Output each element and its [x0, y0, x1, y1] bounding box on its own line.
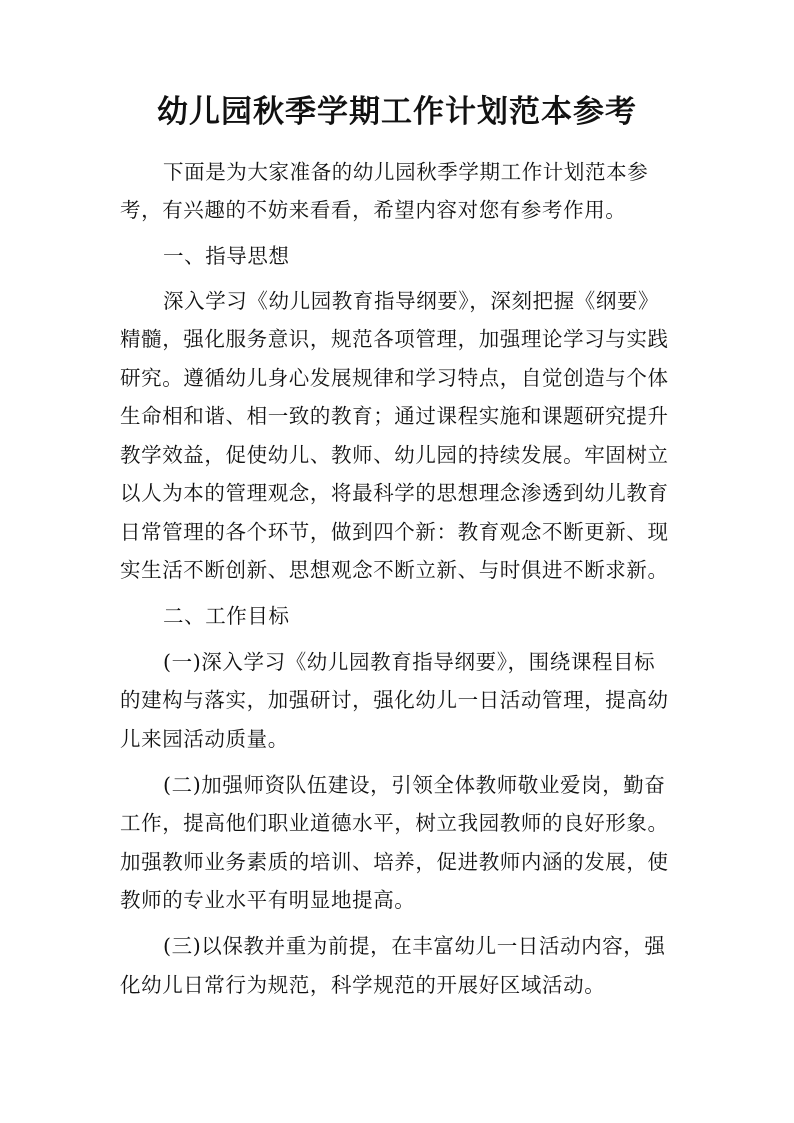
text-line: (二)加强师资队伍建设，引领全体教师敬业爱岗，勤奋 — [163, 773, 666, 797]
text-line: 考，有兴趣的不妨来看看，希望内容对您有参考作用。 — [120, 198, 627, 222]
text-line: 研究。遵循幼儿身心发展规律和学习特点，自觉创造与个体 — [120, 366, 669, 390]
text-line: 的建构与落实，加强研讨，强化幼儿一日活动管理，提高幼 — [120, 688, 669, 712]
text-line: 加强教师业务素质的培训、培养，促进教师内涵的发展，使 — [120, 850, 669, 874]
text-line: 化幼儿日常行为规范，科学规范的开展好区域活动。 — [120, 973, 606, 997]
text-line: 以人为本的管理观念，将最科学的思想理念渗透到幼儿教育 — [120, 481, 669, 505]
text-line: 精髓，强化服务意识，规范各项管理，加强理论学习与实践 — [120, 327, 669, 351]
text-line: 教师的专业水平有明显地提高。 — [120, 888, 416, 912]
section-heading: 二、工作目标 — [163, 604, 290, 628]
section-heading: 一、指导思想 — [163, 244, 290, 268]
text-line: (一)深入学习《幼儿园教育指导纲要》，围绕课程目标 — [163, 650, 656, 674]
text-line: (三)以保教并重为前提，在丰富幼儿一日活动内容，强 — [163, 934, 666, 958]
text-line: 实生活不断创新、思想观念不断立新、与时俱进不断求新。 — [120, 558, 669, 582]
document-title: 幼儿园秋季学期工作计划范本参考 — [157, 94, 637, 130]
text-line: 工作，提高他们职业道德水平，树立我园教师的良好形象。 — [120, 811, 669, 835]
text-line: 儿来园活动质量。 — [120, 727, 289, 751]
text-line: 教学效益，促使幼儿、教师、幼儿园的持续发展。牢固树立 — [120, 443, 669, 467]
text-line: 深入学习《幼儿园教育指导纲要》，深刻把握《纲要》 — [163, 289, 660, 313]
text-line: 生命相和谐、相一致的教育；通过课程实施和课题研究提升 — [120, 404, 669, 428]
text-line: 日常管理的各个环节，做到四个新：教育观念不断更新、现 — [120, 520, 669, 544]
text-line: 下面是为大家准备的幼儿园秋季学期工作计划范本参 — [163, 160, 649, 184]
